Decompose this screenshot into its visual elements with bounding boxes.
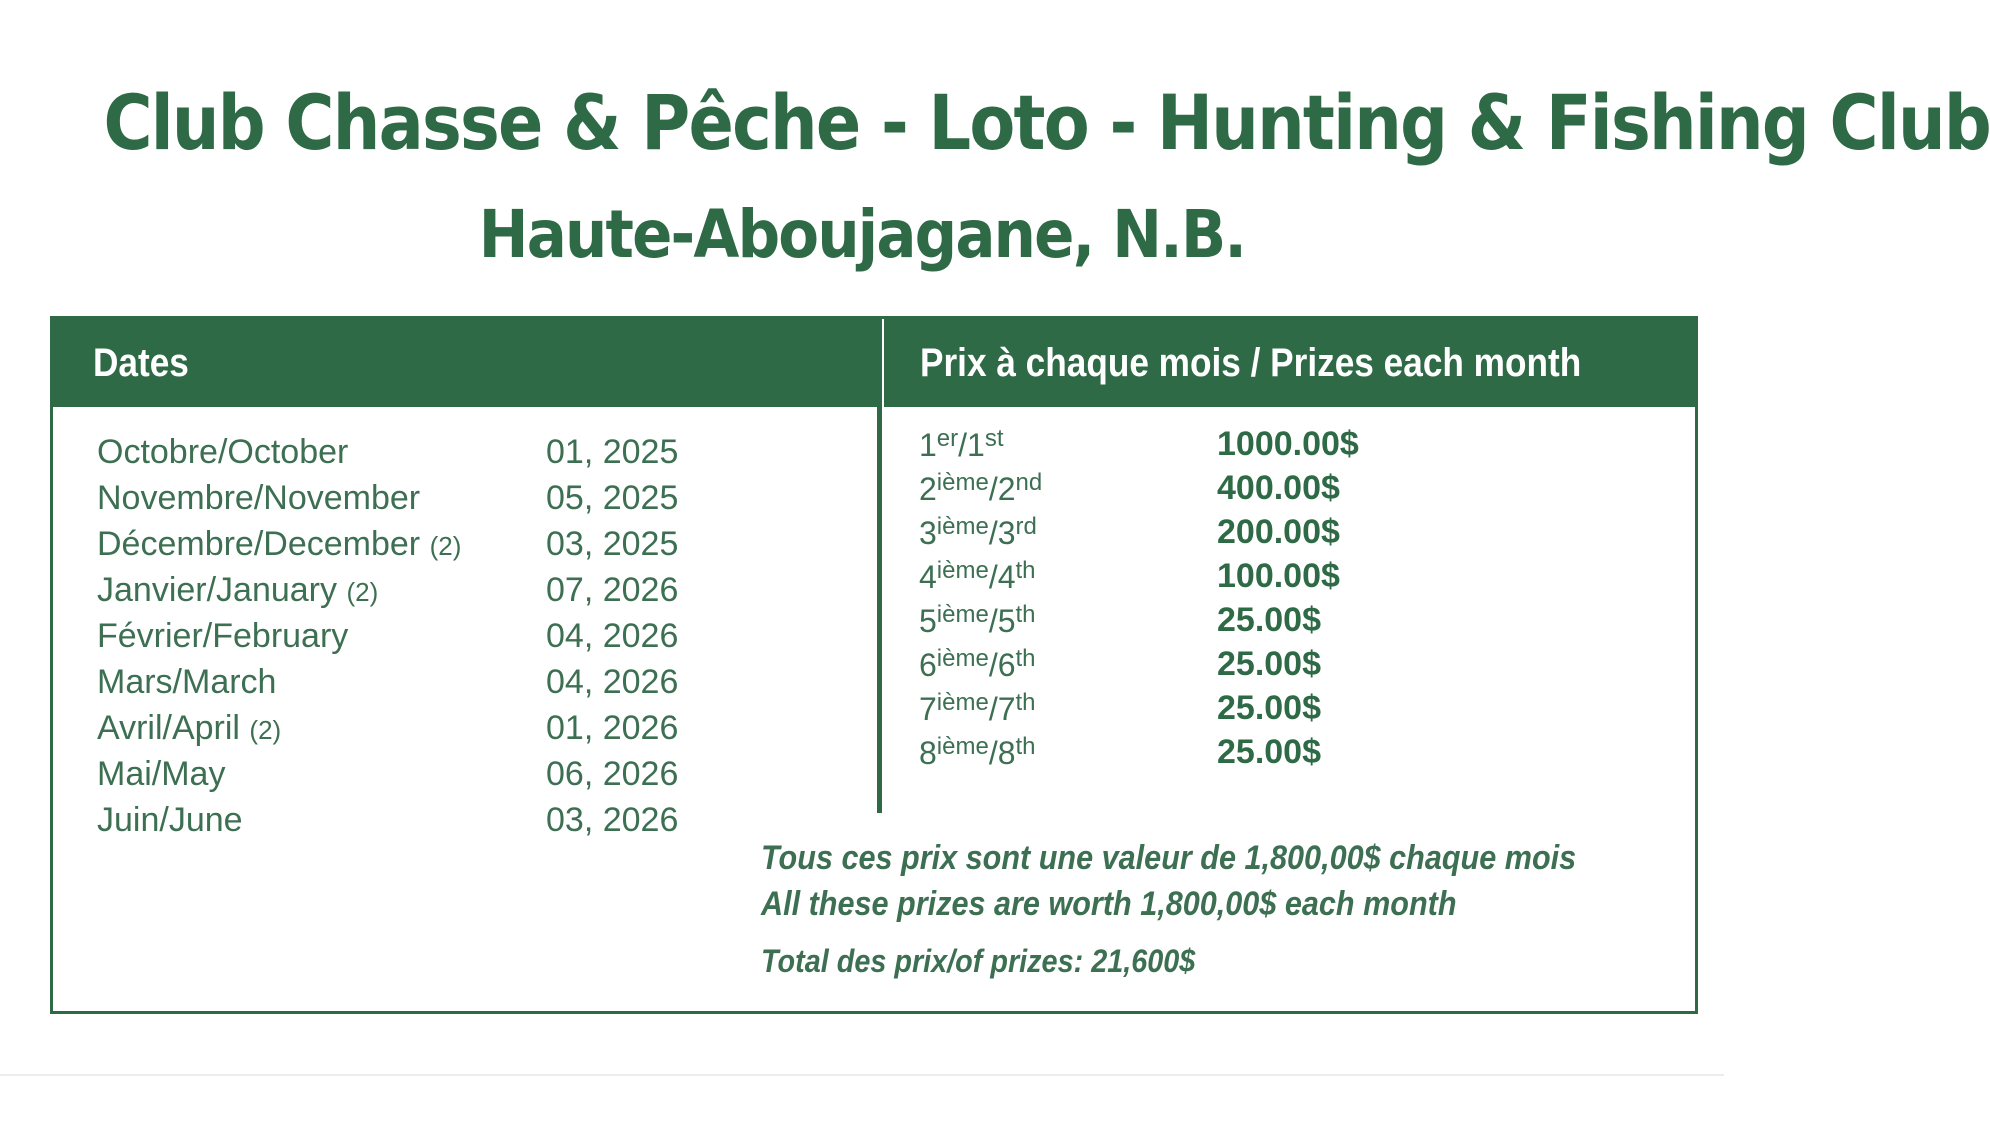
prize-note-french: Tous ces prix sont une valeur de 1,800,00$ chaque mois [761,839,1577,877]
prize-rank: 8ième/8th [919,733,1036,771]
date-row [97,617,797,663]
dates-header [53,319,877,407]
month-label: Octobre/October [97,433,349,471]
dates-list [97,433,797,847]
prize-rank: 5ième/5th [919,601,1036,639]
date-value: 06, 2026 [546,755,679,793]
prize-row [919,555,1619,599]
dates-heading: Dates [93,340,189,385]
prize-amount: 25.00$ [1217,689,1321,727]
date-value: 03, 2025 [546,525,679,563]
prize-row [919,687,1619,731]
date-row [97,709,797,755]
month-label: Novembre/November [97,479,421,517]
month-label: Décembre/December (2) [97,525,462,563]
prize-amount: 25.00$ [1217,645,1321,683]
prize-amount: 200.00$ [1217,513,1340,551]
month-label: Mai/May [97,755,226,793]
page-title: Club Chasse & Pêche - Loto - Hunting & Fishing Club [103,78,1990,167]
date-row [97,525,797,571]
prizes-heading: Prix à chaque mois / Prizes each month [920,340,1582,385]
prize-amount: 100.00$ [1217,557,1340,595]
date-row [97,801,797,847]
prize-row [919,423,1619,467]
prize-rank: 4ième/4th [919,557,1036,595]
month-label: Juin/June [97,801,243,839]
page-subtitle: Haute-Aboujagane, N.B. [478,196,1246,273]
prize-row [919,467,1619,511]
prize-amount: 1000.00$ [1217,425,1359,463]
month-label: Mars/March [97,663,277,701]
month-label: Avril/April (2) [97,709,282,747]
prize-rank: 7ième/7th [919,689,1036,727]
date-row [97,571,797,617]
date-row [97,755,797,801]
date-row [97,663,797,709]
prize-rank: 6ième/6th [919,645,1036,683]
column-divider [877,319,882,813]
date-value: 05, 2025 [546,479,679,517]
prize-row [919,643,1619,687]
prize-rank: 3ième/3rd [919,513,1037,551]
prize-note-english: All these prizes are worth 1,800,00$ each month [761,885,1457,923]
schedule-box [50,316,1698,1014]
prize-amount: 25.00$ [1217,601,1321,639]
date-row [97,433,797,479]
prize-row [919,511,1619,555]
page-edge [0,1074,1724,1076]
prize-row [919,731,1619,775]
prize-rank: 2ième/2nd [919,469,1043,507]
date-value: 01, 2026 [546,709,679,747]
prizes-list [919,423,1619,775]
date-value: 01, 2025 [546,433,679,471]
month-label: Janvier/January (2) [97,571,379,609]
total-prizes: Total des prix/of prizes: 21,600$ [761,943,1196,979]
date-value: 03, 2026 [546,801,679,839]
date-value: 07, 2026 [546,571,679,609]
prizes-header [884,319,1695,407]
date-row [97,479,797,525]
prize-row [919,599,1619,643]
prize-rank: 1er/1st [919,425,1004,463]
date-value: 04, 2026 [546,617,679,655]
date-value: 04, 2026 [546,663,679,701]
prize-amount: 400.00$ [1217,469,1340,507]
month-label: Février/February [97,617,349,655]
prize-amount: 25.00$ [1217,733,1321,771]
